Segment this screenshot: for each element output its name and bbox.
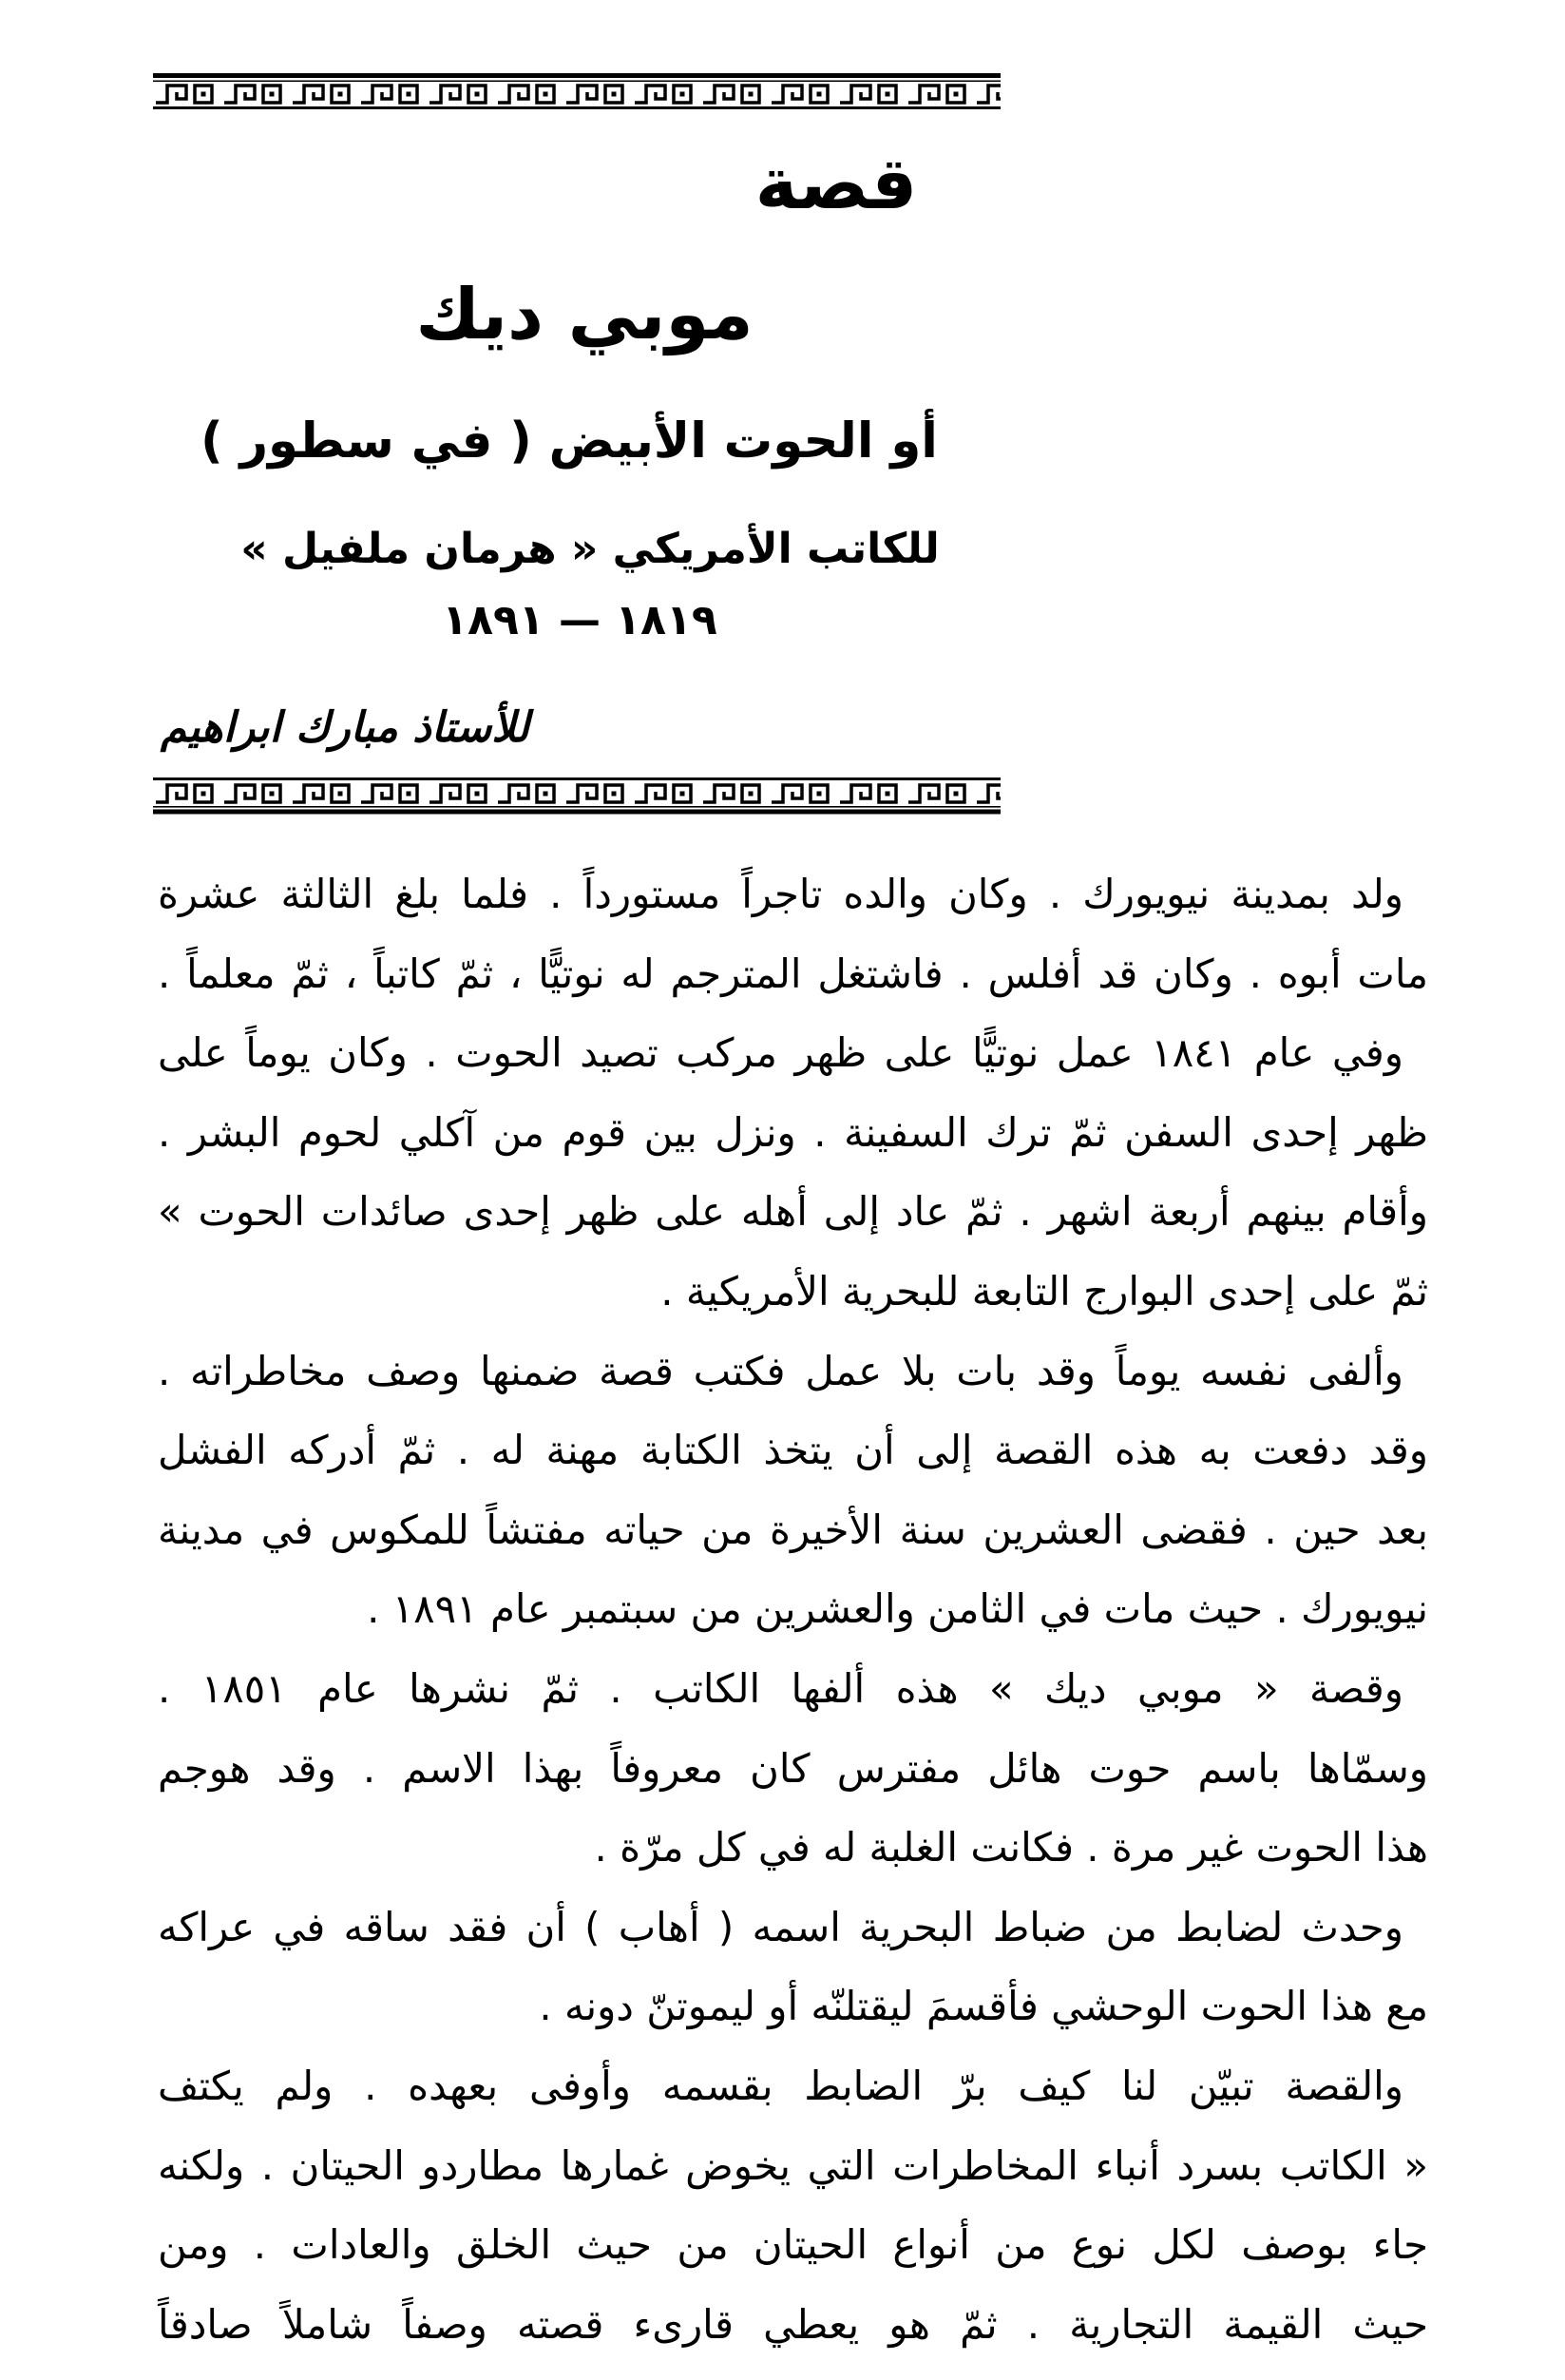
- article-body: [158, 854, 1428, 2364]
- paragraph-line: وسمّاها باسم حوت هائل مفترس كان معروفاً بهذا الاسم . وقد هوجم: [158, 1744, 1428, 1792]
- ornament-rule: [153, 106, 1001, 109]
- paragraph: [158, 1013, 1428, 1331]
- paragraph-line: مع هذا الحوت الوحشي فأقسمَ ليقتلنّه أو ليموتنّ دونه .: [539, 1983, 1428, 2030]
- paragraph-line: ظهر إحدى السفن ثمّ ترك السفينة . ونزل بين قوم من آكلي لحوم البشر .: [158, 1108, 1428, 1156]
- paragraph: [158, 1332, 1428, 1649]
- ornament-border-top: [153, 73, 1001, 111]
- ornament-rule: [153, 73, 1001, 78]
- paragraph-line: جاء بوصف لكل نوع من أنواع الحيتان من حيث الخلق والعادات . ومن: [158, 2221, 1428, 2269]
- paragraph-line: نيويورك . حيث مات في الثامن والعشرين من سبتمبر عام ١٨٩١ .: [367, 1585, 1428, 1633]
- paragraph-line: مات أبوه . وكان قد أفلس . فاشتغل المترجم له نوتيًّا ، ثمّ كاتباً ، ثمّ معلماً .: [158, 950, 1428, 997]
- paragraph: [158, 2046, 1428, 2364]
- author-years: ١٨١٩ — ١٨٩١: [442, 596, 717, 644]
- paragraph-line: ولد بمدينة نيويورك . وكان والده تاجراً مستورداً . فلما بلغ الثالثة عشرة: [158, 871, 1403, 917]
- ornament-rule: [153, 777, 1001, 780]
- paragraph-line: والقصة تبيّن لنا كيف برّ الضابط بقسمه وأوفى بعهده . ولم يكتف: [158, 2062, 1403, 2109]
- story-title: موبي ديك: [415, 274, 754, 355]
- paragraph-line: وحدث لضابط من ضباط البحرية اسمه ( أهاب ) أن فقد ساقه في عراكه: [158, 1903, 1403, 1950]
- ornament-meander: [153, 82, 1001, 106]
- ornament-border-bottom: [153, 777, 1001, 815]
- paragraph-line: وقصة « موبي ديك » هذه ألفها الكاتب . ثمّ نشرها عام ١٨٥١ .: [158, 1664, 1403, 1712]
- paragraph-line: بعد حين . فقضى العشرين سنة الأخيرة من حياته مفتشاً للمكوس في مدينة: [158, 1506, 1428, 1553]
- paragraph-line: وألفى نفسه يوماً وقد بات بلا عمل فكتب قصة ضمنها وصف مخاطراته .: [158, 1347, 1403, 1394]
- section-label: قصة: [754, 141, 918, 225]
- paragraph-line: حيث القيمة التجارية . ثمّ هو يعطي قارىء قصته وصفاً شاملاً صادقاً: [158, 2300, 1428, 2348]
- story-subtitle: أو الحوت الأبيض ( في سطور ): [200, 413, 938, 470]
- ornament-rule: [153, 810, 1001, 815]
- paragraph-line: هذا الحوت غير مرة . فكانت الغلبة له في كل مرّة .: [594, 1824, 1428, 1871]
- paragraph-line: « الكاتب بسرد أنباء المخاطرات التي يخوض غمارها مطاردو الحيتان . ولكنه: [158, 2141, 1428, 2189]
- ornament-meander: [153, 781, 1001, 805]
- paragraph-line: وفي عام ١٨٤١ عمل نوتيًّا على ظهر مركب تصيد الحوت . وكان يوماً على: [158, 1029, 1403, 1077]
- paragraph: [158, 1649, 1428, 1888]
- ornament-rule: [153, 81, 1001, 83]
- paragraph-line: ثمّ على إحدى البوارج التابعة للبحرية الأمريكية .: [660, 1267, 1428, 1315]
- article-byline: للأستاذ مبارك ابراهيم: [161, 703, 529, 752]
- ornament-rule: [153, 806, 1001, 808]
- paragraph: [158, 854, 1428, 1013]
- paragraph-line: وقد دفعت به هذه القصة إلى أن يتخذ الكتابة مهنة له . ثمّ أدركه الفشل: [158, 1427, 1428, 1474]
- author-attribution: للكاتب الأمريكي « هرمان ملفيل »: [240, 525, 940, 573]
- paragraph: [158, 1888, 1428, 2046]
- paragraph-line: وأقام بينهم أربعة اشهر . ثمّ عاد إلى أهله على ظهر إحدى صائدات الحوت »: [158, 1188, 1428, 1236]
